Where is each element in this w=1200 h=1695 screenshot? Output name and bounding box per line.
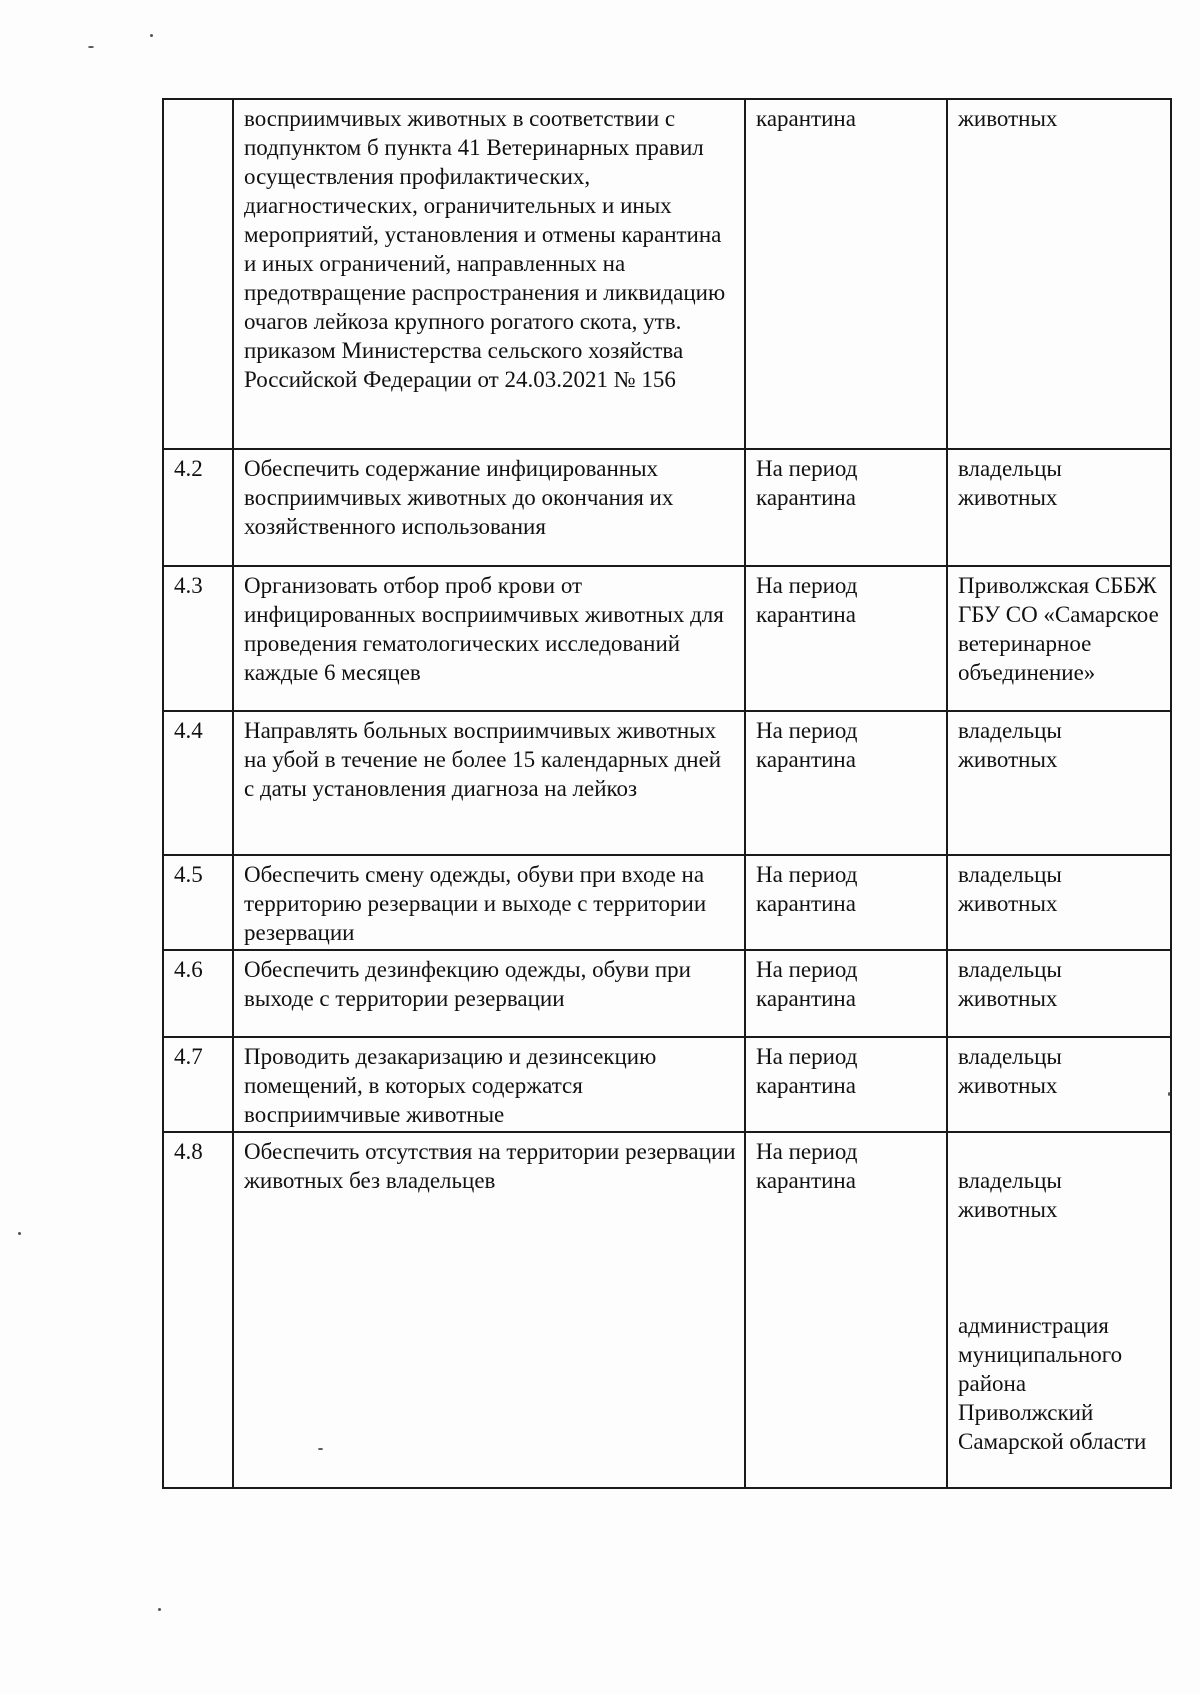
table-row: [163, 855, 1171, 950]
measure-text: восприимчивых животных в соответствии с подпунктом б пункта 41 Ветеринарных правил осуществления профилактических, диагностических, ограничительных и иных мероприятий, установления и отмены карантина и иных ограничений, направленных на предотвращение распространения и ликвидацию очагов лейкоза крупного рогатого скота, утв. приказом Министерства сельского хозяйства Российской Федерации от 24.03.2021 № 156: [233, 99, 745, 449]
scan-speck: [88, 46, 94, 48]
term-text: На период карантина: [745, 950, 947, 1037]
table-row: [163, 566, 1171, 711]
responsible-text: Приволжская СББЖ ГБУ СО «Самарское ветеринарное объединение»: [947, 566, 1171, 711]
row-number: [163, 99, 233, 449]
responsible-text: владельцы животных: [958, 1168, 1062, 1222]
measure-text: Организовать отбор проб крови от инфицированных восприимчивых животных для проведения гематологических исследований каждые 6 месяцев: [233, 566, 745, 711]
measure-text: Обеспечить содержание инфицированных восприимчивых животных до окончания их хозяйственного использования: [233, 449, 745, 566]
scan-speck: [318, 1448, 323, 1450]
table-row: [163, 1037, 1171, 1132]
measures-table: [162, 98, 1172, 1489]
responsible-text: владельцы животных: [947, 711, 1171, 855]
responsible-text: владельцы животных: [947, 1037, 1171, 1132]
row-number: 4.4: [163, 711, 233, 855]
responsible-text: владельцы животных: [947, 449, 1171, 566]
measure-text: Проводить дезакаризацию и дезинсекцию помещений, в которых содержатся восприимчивые животные: [233, 1037, 745, 1132]
scan-speck: [1168, 1092, 1170, 1096]
term-text: На период карантина: [745, 855, 947, 950]
term-text: На период карантина: [745, 711, 947, 855]
row-number: 4.8: [163, 1132, 233, 1488]
table-row: [163, 449, 1171, 566]
term-text: На период карантина: [745, 1037, 947, 1132]
table-row: [163, 1132, 1171, 1488]
responsible-text: владельцы животных: [947, 950, 1171, 1037]
row-number: 4.5: [163, 855, 233, 950]
row-number: 4.3: [163, 566, 233, 711]
table-row: [163, 711, 1171, 855]
term-text: На период карантина: [745, 449, 947, 566]
row-number: 4.7: [163, 1037, 233, 1132]
responsible-extra-text: администрация муниципального района Приволжский Самарской области: [958, 1313, 1147, 1454]
term-text: карантина: [745, 99, 947, 449]
responsible-text: животных: [947, 99, 1171, 449]
term-text: На период карантина: [745, 1132, 947, 1488]
table-row: [163, 99, 1171, 449]
scan-speck: [18, 1232, 21, 1235]
scan-speck: [158, 1608, 161, 1611]
measure-text: Обеспечить дезинфекцию одежды, обуви при выходе с территории резервации: [233, 950, 745, 1037]
spacer: [958, 1253, 1162, 1282]
responsible-cell: [947, 1132, 1171, 1488]
row-number: 4.6: [163, 950, 233, 1037]
row-number: 4.2: [163, 449, 233, 566]
measure-text: Обеспечить отсутствия на территории резервации животных без владельцев: [233, 1132, 745, 1488]
term-text: На период карантина: [745, 566, 947, 711]
measure-text: Обеспечить смену одежды, обуви при входе на территорию резервации и выходе с территории резервации: [233, 855, 745, 950]
table-row: [163, 950, 1171, 1037]
measure-text: Направлять больных восприимчивых животных на убой в течение не более 15 календарных дней с даты установления диагноза на лейкоз: [233, 711, 745, 855]
scan-speck: [150, 34, 153, 37]
responsible-text: владельцы животных: [947, 855, 1171, 950]
